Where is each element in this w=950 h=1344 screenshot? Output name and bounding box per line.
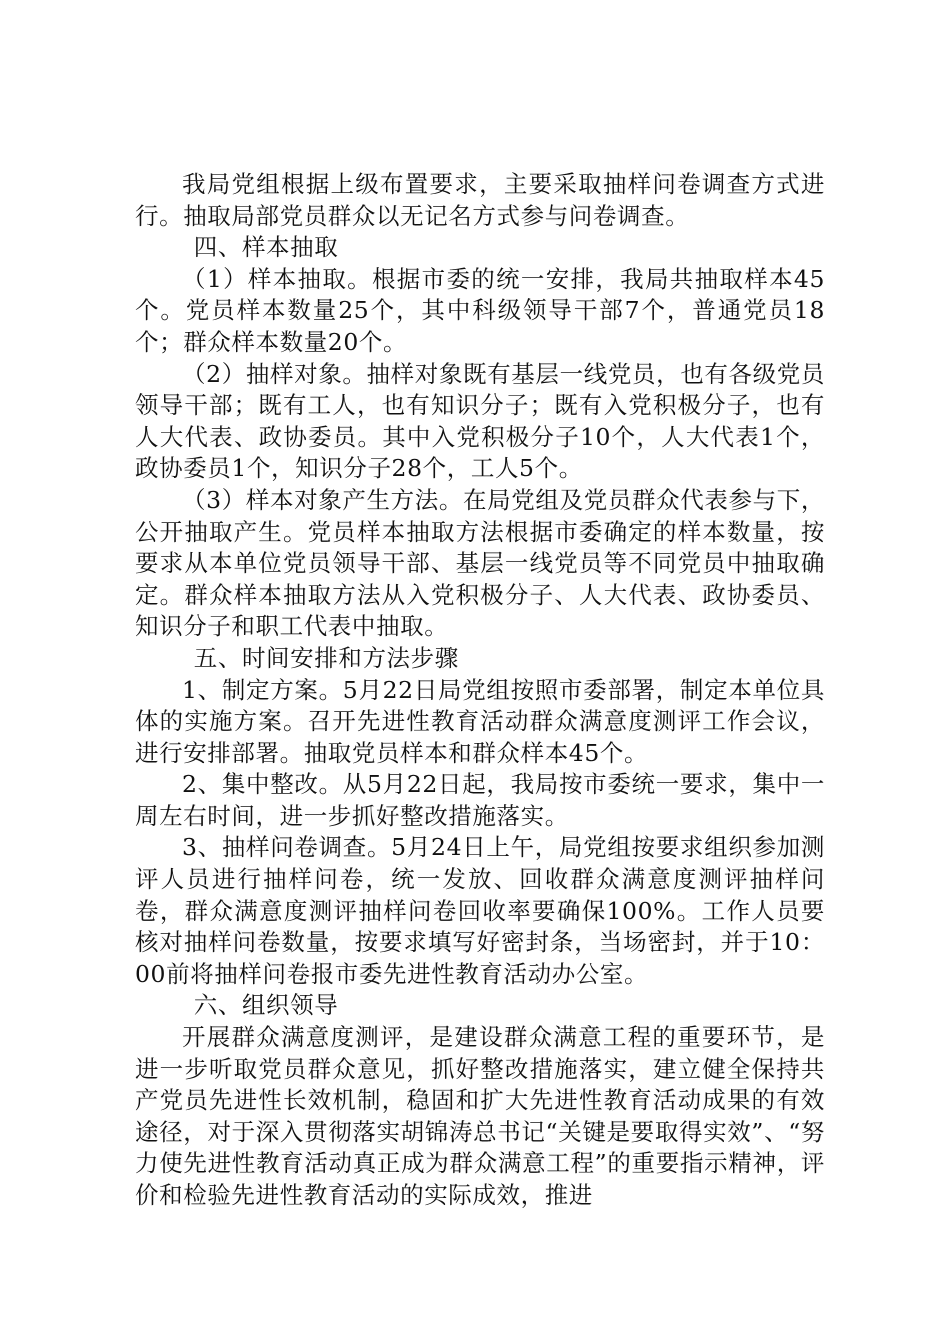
section-heading-schedule: 五、时间安排和方法步骤 xyxy=(193,643,459,672)
paragraph-sample-selection: （3）样本对象产生方法。在局党组及党员群众代表参与下，公开抽取产生。党员样本抽取方法根据市委确定的样本数量，按要求从本单位党员领导干部、基层一线党员等不同党员中抽取确定。群众样本抽取方法从入党积极分子、人大代表、政协委员、知识分子和职工代表中抽取。 xyxy=(135,485,825,641)
paragraph-leadership: 开展群众满意度测评，是建设群众满意工程的重要环节，是进一步听取党员群众意见，抓好整改措施落实，建立健全保持共产党员先进性长效机制，稳固和扩大先进性教育活动成果的有效途径，对于深入贯彻落实胡锦涛总书记“关键是要取得实效”、“努力使先进性教育活动真正成为群众满意工程”的重要指示精神，评价和检验先进性教育活动的实际成效，推进 xyxy=(135,1023,825,1209)
paragraph-step-rectification: 2、集中整改。从5月22日起，我局按市委统一要求，集中一周左右时间，进一步抓好整改措施落实。 xyxy=(135,770,825,830)
paragraph-survey-method: 我局党组根据上级布置要求，主要采取抽样问卷调查方式进行。抽取局部党员群众以无记名方式参与问卷调查。 xyxy=(135,170,825,230)
section-heading-leadership: 六、组织领导 xyxy=(193,991,339,1020)
document-body xyxy=(135,169,825,1212)
paragraph-sample-objects: （2）抽样对象。抽样对象既有基层一线党员，也有各级党员领导干部；既有工人，也有知识分子；既有入党积极分子，也有人大代表、政协委员。其中入党积极分子10个，人大代表1个，政协委员1个，知识分子28个，工人5个。 xyxy=(135,359,825,483)
section-heading-sampling: 四、样本抽取 xyxy=(193,233,339,262)
paragraph-step-survey: 3、抽样问卷调查。5月24日上午，局党组按要求组织参加测评人员进行抽样问卷，统一发放、回收群众满意度测评抽样问卷，群众满意度测评抽样问卷回收率要确保100%。工作人员要核对抽样问卷数量，按要求填写好密封条，当场密封，并于10：00前将抽样问卷报市委先进性教育活动办公室。 xyxy=(135,833,825,988)
paragraph-sample-count: （1）样本抽取。根据市委的统一安排，我局共抽取样本45个。党员样本数量25个，其中科级领导干部7个，普通党员18个；群众样本数量20个。 xyxy=(135,264,825,356)
paragraph-step-plan: 1、制定方案。5月22日局党组按照市委部署，制定本单位具体的实施方案。召开先进性教育活动群众满意度测评工作会议，进行安排部署。抽取党员样本和群众样本45个。 xyxy=(135,675,825,767)
